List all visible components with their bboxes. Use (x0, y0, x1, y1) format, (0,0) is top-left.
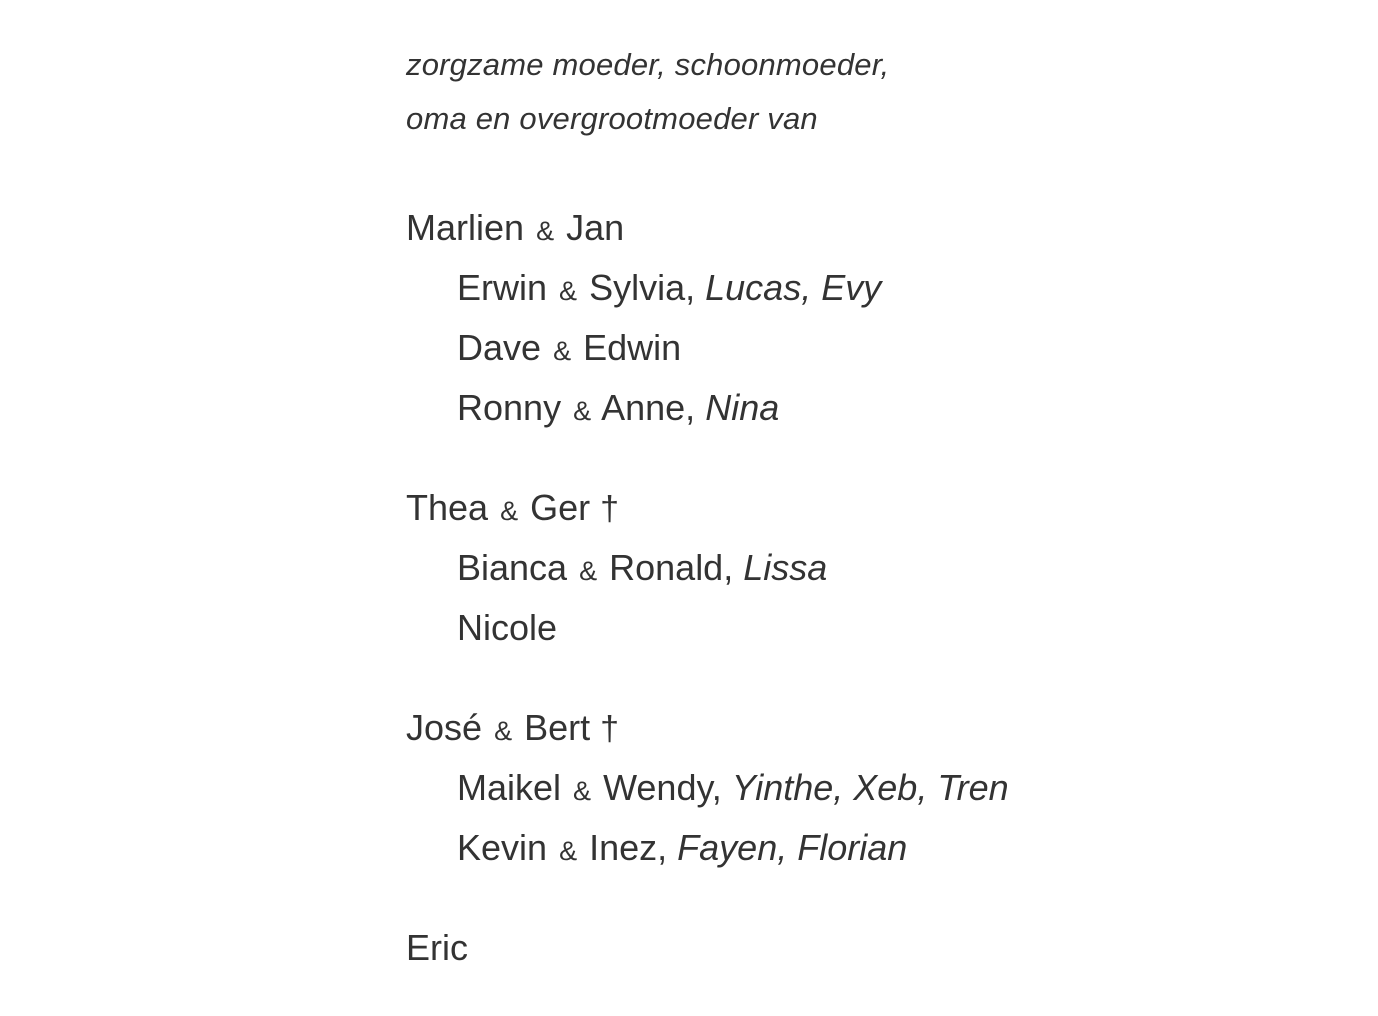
person-name: Eric (406, 927, 468, 968)
person-name: Nicole (457, 607, 558, 648)
child-line (406, 318, 1009, 378)
ampersand: & (573, 396, 592, 426)
spacer (406, 146, 1009, 198)
grandchildren-names: Fayen, Florian (677, 827, 908, 868)
family-head (406, 198, 1009, 258)
person-name: Kevin (457, 827, 548, 868)
document-body (406, 38, 1009, 978)
ampersand: & (494, 716, 513, 746)
ampersand: & (573, 776, 592, 806)
family-block (406, 198, 1009, 438)
child-line (406, 378, 1009, 438)
family-head (406, 698, 1009, 758)
child-line (406, 538, 1009, 598)
person-name: Ronny (457, 387, 562, 428)
partner-name: Sylvia, (589, 267, 696, 308)
family-block (406, 918, 1009, 978)
person-name: Erwin (457, 267, 548, 308)
child-line (406, 598, 1009, 658)
partner-name: Wendy, (603, 767, 722, 808)
intro-line-1: zorgzame moeder, schoonmoeder, (406, 47, 890, 82)
partner-name: Anne, (601, 387, 696, 428)
partner-name: Jan (566, 207, 625, 248)
ampersand: & (559, 836, 578, 866)
person-name: Thea (406, 487, 489, 528)
person-name: José (406, 707, 483, 748)
family-block (406, 698, 1009, 878)
person-name: Dave (457, 327, 542, 368)
ampersand: & (559, 276, 578, 306)
deceased-mark: † (600, 490, 620, 528)
partner-name: Ger (530, 487, 591, 528)
ampersand: & (536, 216, 555, 246)
person-name: Marlien (406, 207, 525, 248)
child-line (406, 758, 1009, 818)
family-head (406, 478, 1009, 538)
grandchildren-names: Lissa (743, 547, 828, 588)
family-head (406, 918, 1009, 978)
person-name: Maikel (457, 767, 562, 808)
deceased-mark: † (600, 710, 620, 748)
family-block (406, 478, 1009, 658)
person-name: Bianca (457, 547, 568, 588)
grandchildren-names: Lucas, Evy (705, 267, 882, 308)
partner-name: Edwin (583, 327, 682, 368)
partner-name: Inez, (589, 827, 668, 868)
intro-line-2: oma en overgrootmoeder van (406, 101, 818, 136)
grandchildren-names: Yinthe, Xeb, Tren (731, 767, 1009, 808)
partner-name: Bert (524, 707, 591, 748)
partner-name: Ronald, (609, 547, 734, 588)
ampersand: & (500, 496, 519, 526)
ampersand: & (579, 556, 598, 586)
child-line (406, 818, 1009, 878)
ampersand: & (553, 336, 572, 366)
grandchildren-names: Nina (705, 387, 780, 428)
child-line (406, 258, 1009, 318)
